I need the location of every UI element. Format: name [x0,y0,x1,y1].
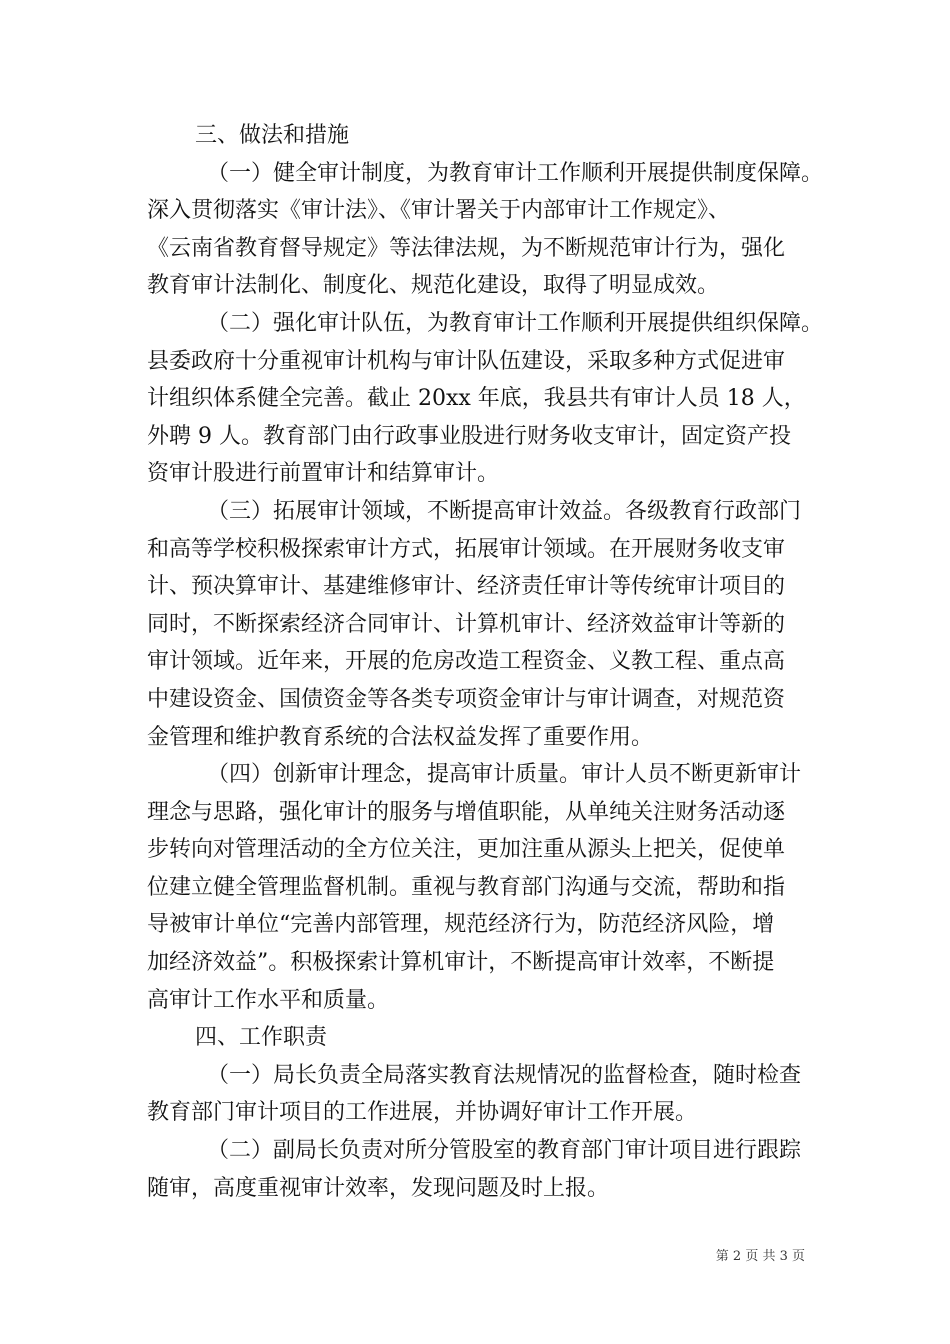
paragraph-line: 外聘 9 人。教育部门由行政事业股进行财务收支审计，固定资产投 [147,423,791,449]
paragraph-line: 计组织体系健全完善。截止 20xx 年底，我县共有审计人员 18 人， [147,386,806,412]
paragraph-line: 《云南省教育督导规定》等法律法规，为不断规范审计行为，强化 [147,235,786,261]
paragraph-line: 位建立健全管理监督机制。重视与教育部门沟通与交流，帮助和指 [147,874,786,900]
page-number: 第 2 页 共 3 页 [715,1249,805,1264]
paragraph-line: 和高等学校积极探索审计方式，拓展审计领域。在开展财务收支审 [147,536,786,562]
paragraph-line: 教育部门审计项目的工作进展，并协调好审计工作开展。 [147,1100,698,1126]
paragraph-line: 中建设资金、国债资金等各类专项资金审计与审计调查，对规范资 [147,686,786,712]
paragraph-line: （二）副局长负责对所分管股室的教育部门审计项目进行跟踪 [207,1138,802,1164]
paragraph-line: 计、预决算审计、基建维修审计、经济责任审计等传统审计项目的 [147,574,786,600]
document-body [147,117,824,1207]
paragraph-line: （二）强化审计队伍，为教育审计工作顺利开展提供组织保障。 [207,310,824,336]
paragraph-line: （四）创新审计理念，提高审计质量。审计人员不断更新审计 [207,762,802,788]
paragraph-line: 加经济效益”。积极探索计算机审计，不断提高审计效率，不断提 [147,950,775,976]
paragraph-line: 理念与思路，强化审计的服务与增值职能，从单纯关注财务活动逐 [147,799,786,825]
paragraph-line: （三）拓展审计领域，不断提高审计效益。各级教育行政部门 [207,498,802,524]
section-heading-duties: 四、工作职责 [195,1025,328,1051]
paragraph-line: 深入贯彻落实《审计法》、《审计署关于内部审计工作规定》、 [147,198,731,224]
paragraph-line: 步转向对管理活动的全方位关注，更加注重从源头上把关，促使单 [147,837,786,863]
paragraph-line: 同时，不断探索经济合同审计、计算机审计、经济效益审计等新的 [147,611,786,637]
paragraph-line: 教育审计法制化、制度化、规范化建设，取得了明显成效。 [147,273,720,299]
paragraph-line: （一）健全审计制度，为教育审计工作顺利开展提供制度保障。 [207,160,824,186]
paragraph-line: 审计领域。近年来，开展的危房改造工程资金、义教工程、重点高 [147,649,786,675]
paragraph-line: 资审计股进行前置审计和结算审计。 [147,461,500,487]
paragraph-line: 金管理和维护教育系统的合法权益发挥了重要作用。 [147,724,654,750]
paragraph-line: 导被审计单位“完善内部管理，规范经济行为，防范经济风险，增 [147,912,775,938]
section-heading-measures: 三、做法和措施 [195,123,350,148]
paragraph-line: 县委政府十分重视审计机构与审计队伍建设，采取多种方式促进审 [147,348,786,374]
paragraph-line: 高审计工作水平和质量。 [147,987,390,1013]
paragraph-line: （一）局长负责全局落实教育法规情况的监督检查，随时检查 [207,1062,802,1088]
paragraph-line: 随审，高度重视审计效率，发现问题及时上报。 [147,1175,610,1201]
